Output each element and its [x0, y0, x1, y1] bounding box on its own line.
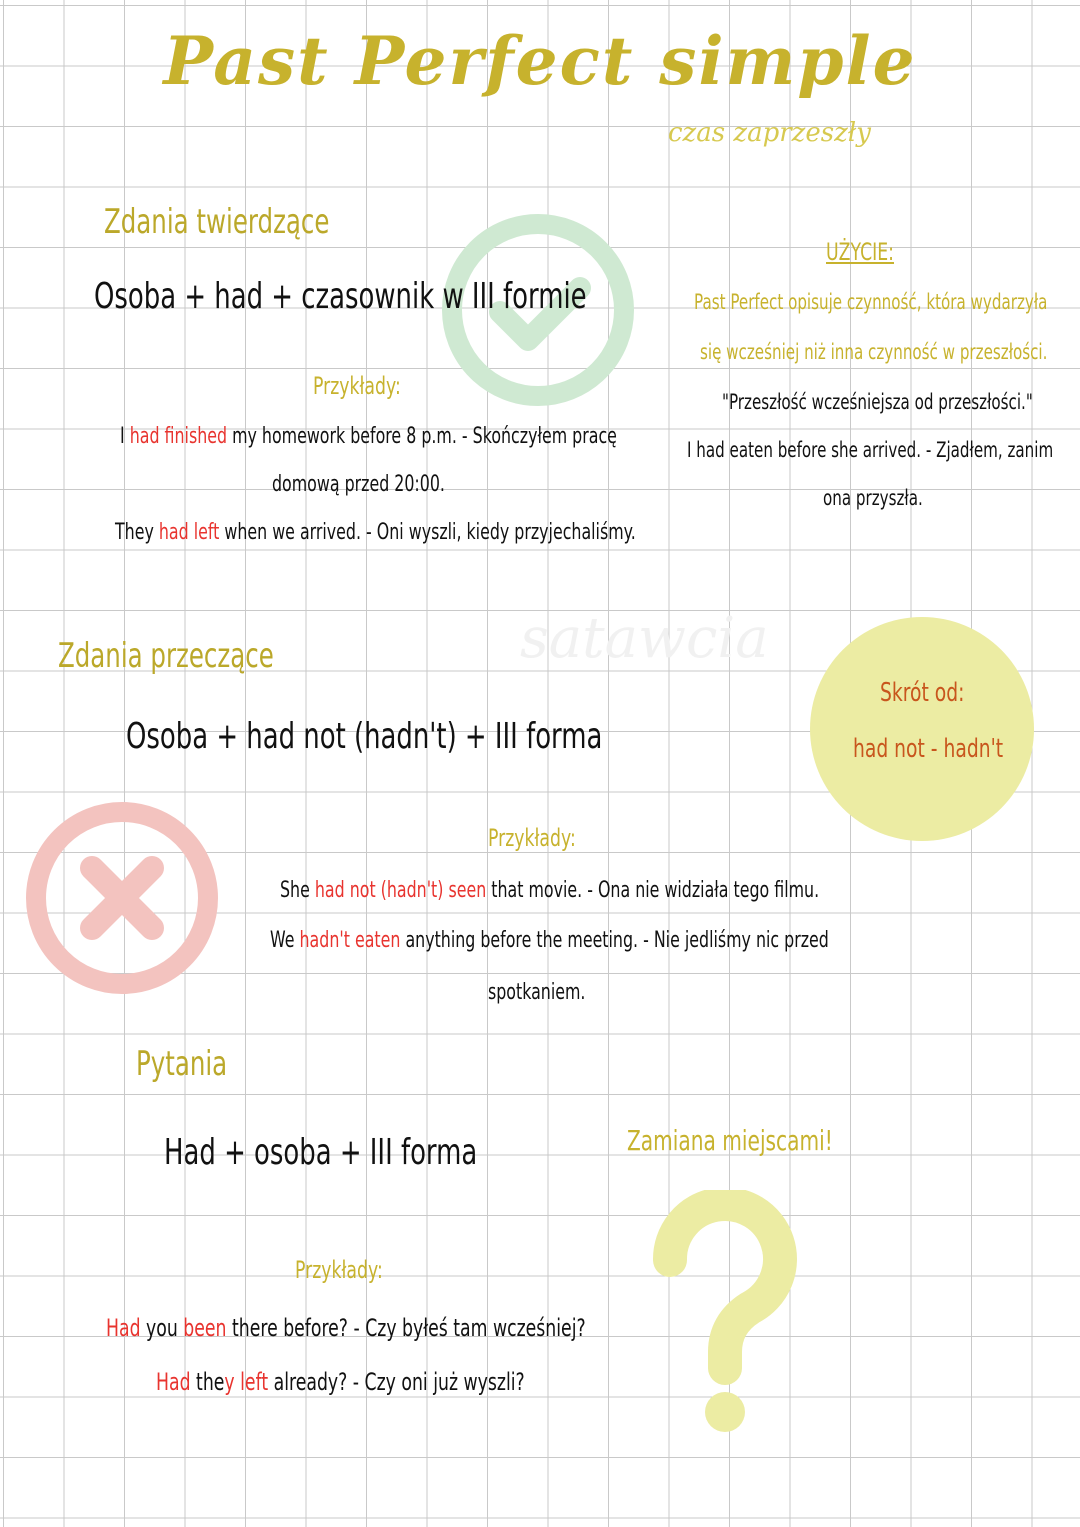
affirmative-examples-label: Przykłady: — [313, 372, 401, 400]
shortcut-label: Skrót od: — [880, 678, 965, 708]
negative-examples-label: Przykłady: — [488, 824, 576, 852]
page-title: Past Perfect simple — [163, 22, 917, 100]
usage-quote: "Przeszłość wcześniejsza od przeszłości." — [722, 390, 1033, 414]
page-subtitle: czas zaprzeszły — [668, 118, 871, 148]
cross-circle-icon — [24, 800, 220, 996]
usage-example-1: I had eaten before she arrived. - Zjadłem, zanim — [687, 438, 1054, 462]
affirmative-example-1-cont: domową przed 20:00. — [272, 472, 445, 497]
usage-line-2: się wcześniej niż inna czynność w przeszłości. — [700, 340, 1048, 364]
affirmative-formula: Osoba + had + czasownik w III formie — [94, 276, 587, 317]
questions-heading: Pytania — [136, 1044, 228, 1084]
negative-example-2-cont: spotkaniem. — [488, 980, 586, 1005]
affirmative-example-1: I had finished my homework before 8 p.m. - Skończyłem pracę — [120, 424, 617, 449]
questions-example-2: Had they left already? - Czy oni już wyszli? — [156, 1368, 525, 1396]
questions-example-1: Had you been there before? - Czy byłeś tam wcześniej? — [106, 1314, 586, 1342]
question-mark-icon — [640, 1190, 810, 1440]
questions-formula: Had + osoba + III forma — [164, 1132, 478, 1173]
shortcut-value: had not - hadn't — [853, 734, 1004, 764]
questions-examples-label: Przykłady: — [295, 1256, 383, 1284]
negative-heading: Zdania przeczące — [58, 636, 274, 676]
negative-formula: Osoba + had not (hadn't) + III forma — [126, 716, 603, 757]
usage-line-1: Past Perfect opisuje czynność, która wydarzyła — [694, 290, 1048, 314]
watermark: satawcia — [520, 606, 769, 671]
usage-heading: UŻYCIE: — [826, 238, 895, 266]
usage-example-2: ona przyszła. — [823, 486, 923, 510]
questions-note: Zamiana miejscami! — [627, 1124, 833, 1157]
negative-example-2: We hadn't eaten anything before the meeting. - Nie jedliśmy nic przed — [270, 928, 829, 953]
affirmative-heading: Zdania twierdzące — [104, 202, 330, 242]
negative-example-1: She had not (hadn't) seen that movie. - Ona nie widziała tego filmu. — [280, 878, 820, 903]
shortcut-circle — [810, 617, 1034, 841]
affirmative-example-2: They had left when we arrived. - Oni wyszli, kiedy przyjechaliśmy. — [115, 520, 636, 545]
